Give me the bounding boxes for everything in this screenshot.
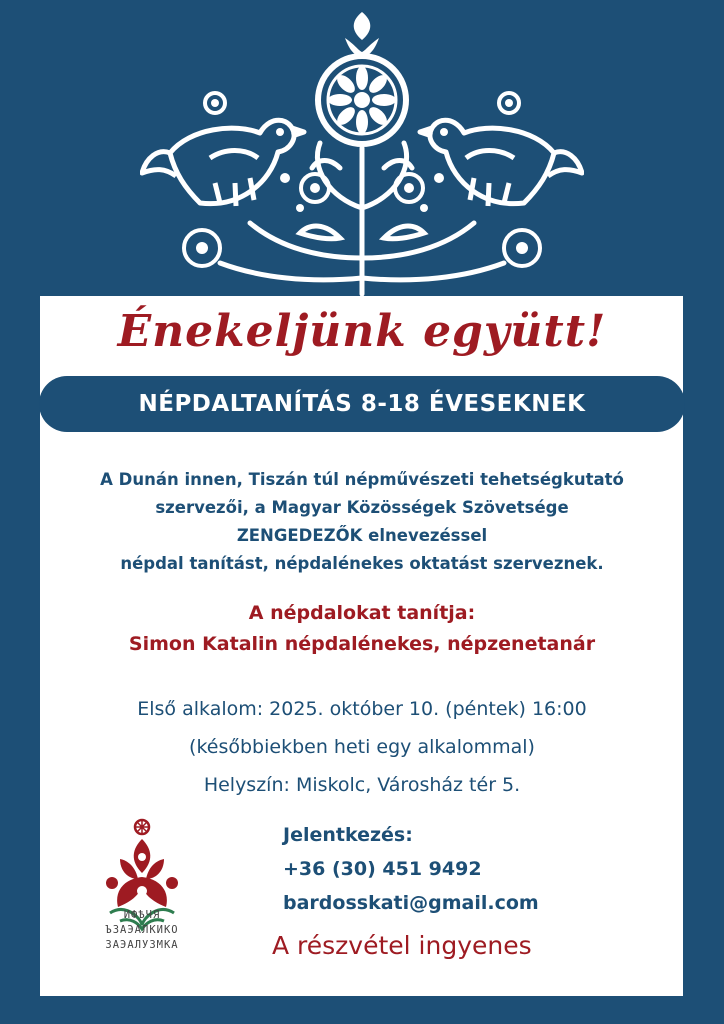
venue: Helyszín: Miskolc, Városház tér 5. xyxy=(203,774,521,796)
intro-line: szervezői, a Magyar Közösségek Szövetsége xyxy=(155,498,569,517)
first-session: Első alkalom: 2025. október 10. (péntek) 16:00 xyxy=(137,698,587,720)
logo-text-line: ИФѢЧЯ xyxy=(123,909,161,921)
logo-text xyxy=(92,908,192,953)
free-participation-note: A részvétel ingyenes xyxy=(272,931,532,960)
event-details xyxy=(60,690,664,804)
folk-art-ornament xyxy=(140,8,584,298)
teacher-info xyxy=(60,598,664,660)
logo-text-line: ЗАЭАЛУЗМКА xyxy=(105,939,179,951)
intro-text xyxy=(60,466,664,578)
intro-line: ZENGEDEZŐK elnevezéssel xyxy=(236,526,488,545)
teacher-name: Simon Katalin népdalénekes, népzenetanár xyxy=(128,633,596,655)
teacher-label: A népdalokat tanítja: xyxy=(248,602,476,624)
intro-line: népdal tanítást, népdalénekes oktatást szerveznek. xyxy=(120,554,604,573)
contact-info xyxy=(283,818,663,920)
poster-title: Énekeljünk együtt! xyxy=(117,306,607,357)
age-banner: NÉPDALTANÍTÁS 8-18 ÉVESEKNEK xyxy=(39,376,685,432)
intro-line: A Dunán innen, Tiszán túl népművészeti tehetségkutató xyxy=(100,470,624,489)
contact-phone[interactable]: +36 (30) 451 9492 xyxy=(283,858,482,880)
weekly-note: (későbbiekben heti egy alkalommal) xyxy=(189,736,535,758)
contact-label: Jelentkezés: xyxy=(283,824,413,846)
contact-email[interactable]: bardosskati@gmail.com xyxy=(283,892,539,914)
logo-text-line: ЪЗАЭАЛКИКО xyxy=(105,924,179,936)
